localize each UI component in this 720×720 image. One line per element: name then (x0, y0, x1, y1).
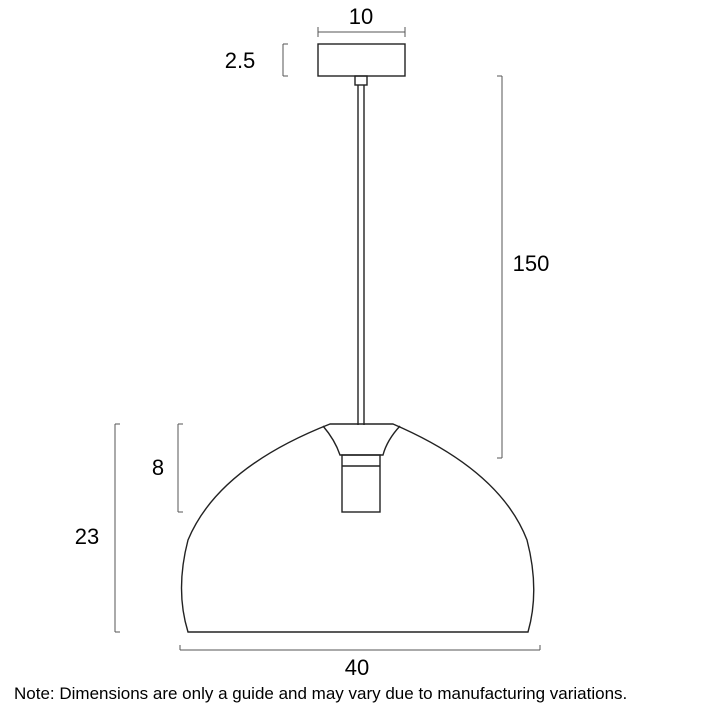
dim-shade-width (180, 645, 540, 680)
canopy-plate (318, 44, 405, 76)
dim-cable-length (497, 76, 549, 458)
suspension-cable (358, 85, 364, 425)
disclaimer-note: Note: Dimensions are only a guide and may vary due to manufacturing variations. (14, 684, 628, 703)
shade-width-label: 40 (344, 655, 370, 680)
canopy-height-label: 2.5 (224, 48, 256, 73)
shade-neck (323, 426, 400, 455)
lamp-holder (342, 455, 380, 512)
dim-canopy-width (318, 4, 405, 37)
canopy-grip (355, 76, 367, 85)
neck-height-label: 8 (151, 455, 165, 480)
shade-height-label: 23 (74, 524, 100, 549)
lamp-shade (182, 424, 534, 632)
canopy (318, 44, 405, 85)
canopy-width-label: 10 (348, 4, 374, 29)
cable-length-label: 150 (512, 251, 550, 276)
dim-neck-height (152, 424, 183, 512)
dim-canopy-height (225, 44, 288, 76)
dim-shade-height (75, 424, 120, 632)
